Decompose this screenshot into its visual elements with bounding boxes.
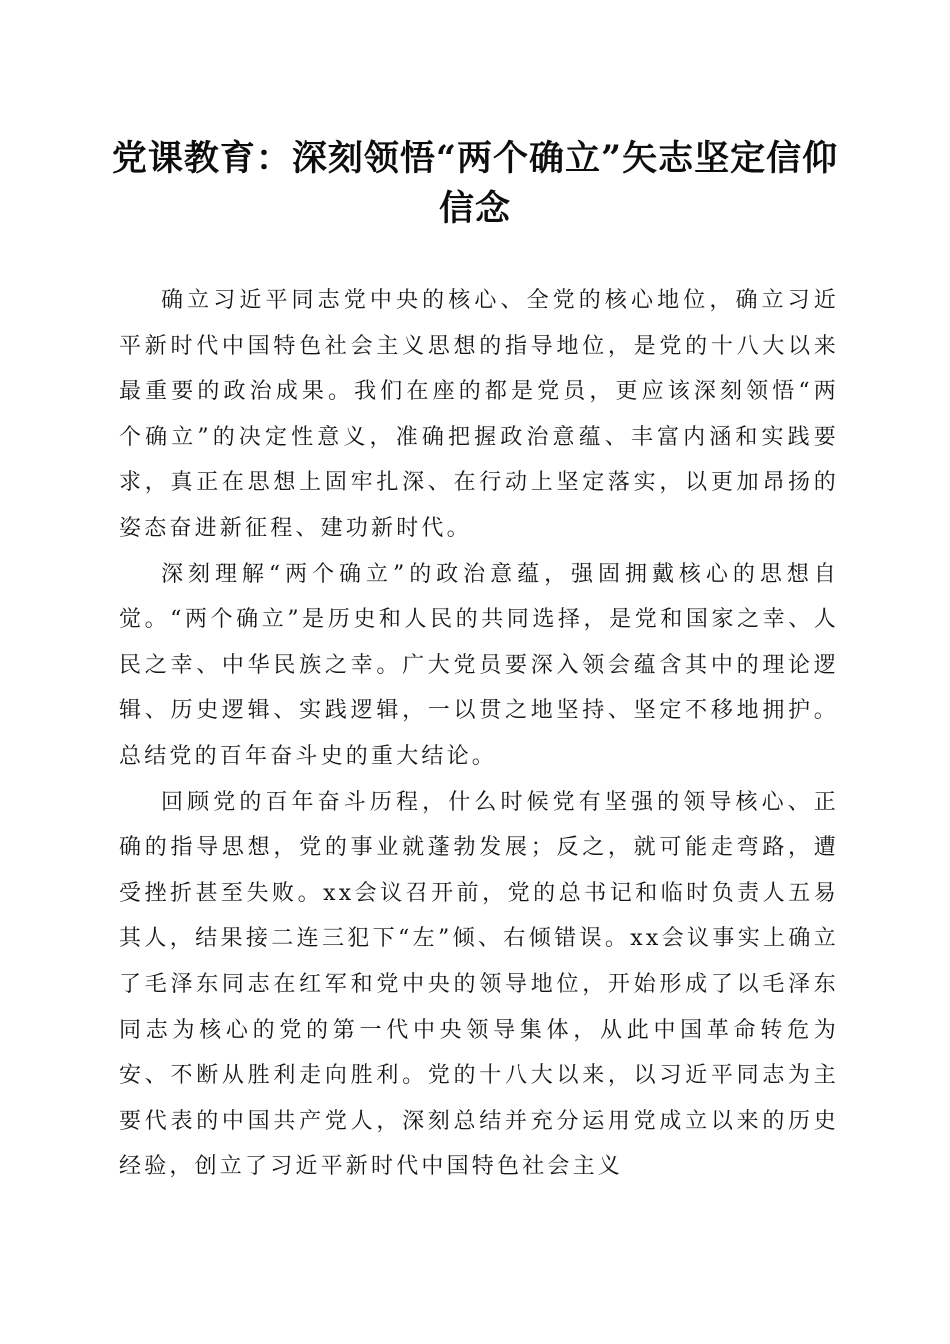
paragraph-3: 回顾党的百年奋斗历程，什么时候党有坚强的领导核心、正确的指导思想，党的事业就蓬勃发展；反之，就可能走弯路，遭受挫折甚至失败。xx会议召开前，党的总书记和临时负责人五易其人，结果接二连三犯下“左”倾、右倾错误。xx会议事实上确立了毛泽东同志在红军和党中央的领导地位，开始形成了以毛泽东同志为核心的党的第一代中央领导集体，从此中国革命转危为安、不断从胜利走向胜利。党的十八大以来，以习近平同志为主要代表的中国共产党人，深刻总结并充分运用党成立以来的历史经验，创立了习近平新时代中国特色社会主义 [119, 789, 839, 1180]
paragraph-2: 深刻理解“两个确立”的政治意蕴，强固拥戴核心的思想自觉。“两个确立”是历史和人民的共同选择，是党和国家之幸、人民之幸、中华民族之幸。广大党员要深入领会蕴含其中的理论逻辑、历史逻辑、实践逻辑，一以贯之地坚持、坚定不移地拥护。总结党的百年奋斗史的重大结论。 [119, 561, 839, 769]
document-title: 党课教育：深刻领悟“两个确立”矢志坚定信仰信念 [111, 138, 839, 229]
paragraph-1: 确立习近平同志党中央的核心、全党的核心地位，确立习近平新时代中国特色社会主义思想的指导地位，是党的十八大以来最重要的政治成果。我们在座的都是党员，更应该深刻领悟“两个确立”的决定性意义，准确把握政治意蕴、丰富内涵和实践要求，真正在思想上固牢扎深、在行动上坚定落实，以更加昂扬的姿态奋进新征程、建功新时代。 [119, 288, 839, 541]
document-body [119, 278, 839, 1190]
